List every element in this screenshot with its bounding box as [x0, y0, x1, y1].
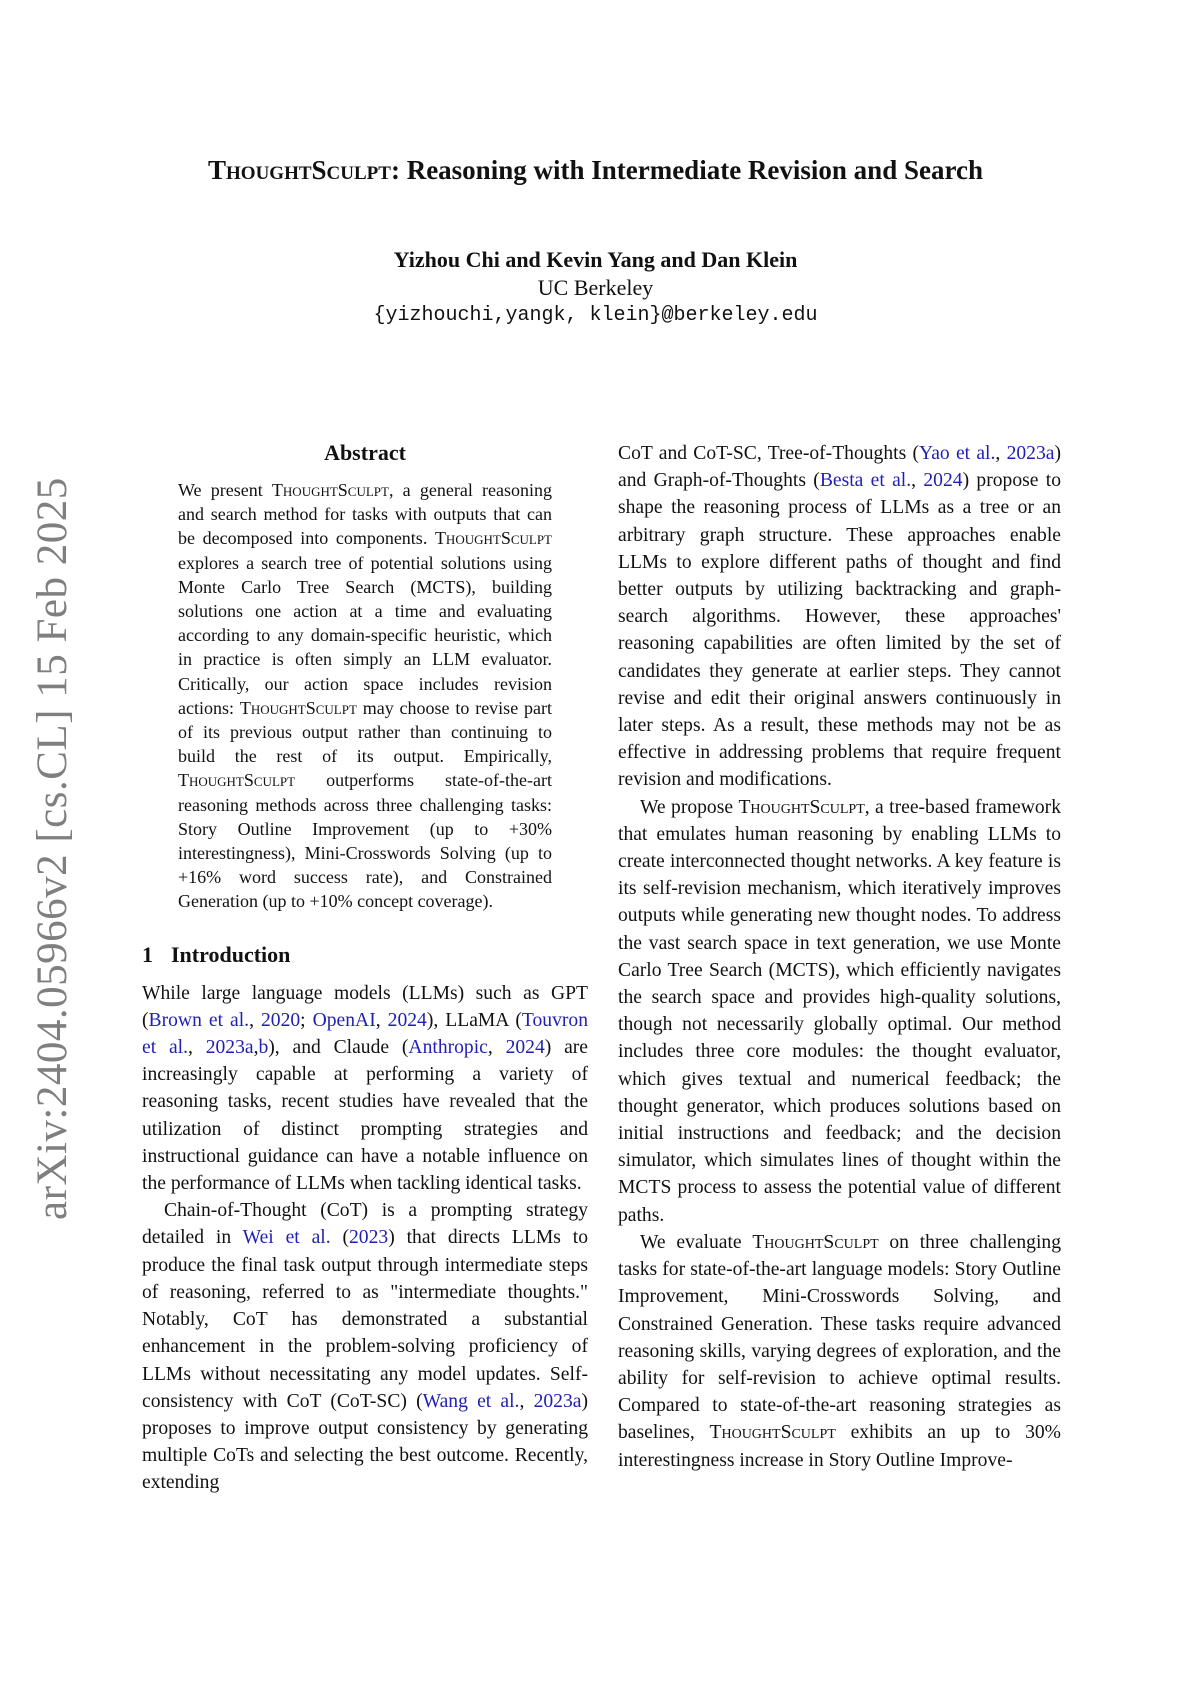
paper-title [0, 152, 1191, 188]
citation-link[interactable]: Besta et al. [819, 470, 912, 492]
authors: Yizhou Chi and Kevin Yang and Dan Klein [393, 247, 798, 272]
intro-paragraph-1: While large language models (LLMs) such as GPT (Brown et al., 2020; OpenAI, 2024), LLaMA (Touvron et al., 2023a,b), and Claude (Anthropic, 2024) are increasingly capable at performing a variety of reasoning tasks, recent studies have revealed that the utilization of distinct prompting strategies and instructional guidance can have a notable influence on the performance of LLMs when tackling identical tasks. [142, 982, 589, 1195]
author-emails: {yizhouchi,yangk, klein}@berkeley.edu [373, 304, 818, 327]
right-column [618, 440, 1061, 1474]
citation-link[interactable]: Wei et al. [242, 1227, 331, 1249]
citation-link[interactable]: Touvron et al. [142, 1009, 589, 1059]
method-name: ThoughtSculpt [239, 697, 357, 718]
citation-link[interactable]: Wang et al. [422, 1390, 520, 1412]
intro-paragraph-2: Chain-of-Thought (CoT) is a prompting strategy detailed in Wei et al. (2023) that directs LLMs to produce the final task output through intermediate steps of reasoning, referred to as "intermediate thoughts." Notably, CoT has demonstrated a substantial enhancement in the problem-solving proficiency of LLMs without necessitating any model updates. Self-consistency with CoT (CoT-SC) (Wang et al., 2023a) proposes to improve output consistency by generating multiple CoTs and selecting the best outcome. Recently, extending [142, 1200, 588, 1494]
citation-link[interactable]: 2024 [923, 470, 963, 492]
citation-link[interactable]: 2023a [1006, 443, 1055, 464]
method-name: ThoughtSculpt [178, 770, 296, 791]
citation-link[interactable]: OpenAI [312, 1009, 376, 1031]
abstract-body: We present ThoughtSculpt, a general reasoning and search method for tasks with outputs that can be decomposed into components. ThoughtSculpt explores a search tree of potential solutions using Monte Carlo Tree Search (MCTS), building solutions one action at a time and evaluating according to any domain-specific heuristic, which in practice is often simply an LLM evaluator. Critically, our action space includes revision actions: ThoughtSculpt may choose to revise part of its previous output rather than continuing to build the rest of its output. Empirically, ThoughtSculpt outperforms state-of-the-art reasoning methods across three challenging tasks: Story Outline Improvement (up to +30% interestingness), Mini-Crosswords Solving (up to +16% word success rate), and Constrained Generation (up to +10% concept coverage). [178, 480, 553, 912]
citation-link[interactable]: 2023 [349, 1227, 389, 1249]
method-name: ThoughtSculpt [752, 1231, 879, 1253]
intro-paragraph-5: We evaluate ThoughtSculpt on three challenging tasks for state-of-the-art language models: Story Outline Improvement, Mini-Crosswords Solving, and Constrained Generation. These tasks require advanced reasoning skills, varying degrees of exploration, and the ability for self-revision to achieve optimal results. Compared to state-of-the-art reasoning strategies as baselines, ThoughtSculpt exhibits an up to 30% interestingness increase in Story Outline Improve- [618, 1231, 1061, 1471]
abstract-heading: Abstract [324, 440, 406, 465]
method-name: ThoughtSculpt [709, 1422, 836, 1444]
citation-link[interactable]: 2023a [205, 1037, 254, 1059]
section-heading-introduction: 1 Introduction [142, 941, 291, 967]
method-name: ThoughtSculpt [208, 155, 391, 185]
intro-paragraph-4: We propose ThoughtSculpt, a tree-based framework that emulates human reasoning by enabling LLMs to create interconnected thought networks. A key feature is its self-revision mechanism, which iteratively improves outputs while generating new thought nodes. To address the vast search space in text generation, we use Monte Carlo Tree Search (MCTS), which efficiently navigates the search space and provides high-quality solutions, though not necessarily globally optimal. Our method includes three core modules: the thought evaluator, which gives textual and numerical feedback; the thought generator, which produces solutions based on initial instructions and feedback; and the decision simulator, which simulates lines of thought within the MCTS process to assess the potential value of different paths. [618, 796, 1061, 1226]
intro-paragraph-3: CoT and CoT-SC, Tree-of-Thoughts (Yao et al., 2023a) and Graph-of-Thoughts (Besta et al., 2024) propose to shape the reasoning process of LLMs as a tree or an arbitrary graph structure. These approaches enable LLMs to explore different paths of thought and find better outputs by utilizing backtracking and graph-search algorithms. However, these approaches' reasoning capabilities are often limited by the set of candidates they generate at earlier steps. They cannot revise and edit their original answers continuously in later steps. As a result, these methods may not be as effective in addressing problems that require frequent revision and modifications. [618, 443, 1061, 791]
citation-link[interactable]: 2024 [387, 1009, 427, 1031]
method-name: ThoughtSculpt [738, 796, 865, 818]
title-rest: : Reasoning with Intermediate Revision and Search [390, 155, 983, 185]
citation-link[interactable]: 2020 [260, 1009, 301, 1031]
method-name: ThoughtSculpt [434, 528, 552, 549]
citation-link[interactable]: b [258, 1037, 269, 1059]
citation-link[interactable]: 2023a [533, 1390, 582, 1412]
citation-link[interactable]: 2024 [505, 1037, 545, 1059]
method-name: ThoughtSculpt [271, 480, 389, 500]
citation-link[interactable]: Anthropic [408, 1037, 488, 1059]
citation-link[interactable]: Brown et al. [148, 1009, 250, 1031]
citation-link[interactable]: Yao et al. [919, 443, 996, 464]
affiliation: UC Berkeley [537, 275, 654, 300]
left-column [142, 440, 588, 1497]
arxiv-identifier: arXiv:2404.05966v2 [cs.CL] 15 Feb 2025 [29, 477, 76, 1220]
